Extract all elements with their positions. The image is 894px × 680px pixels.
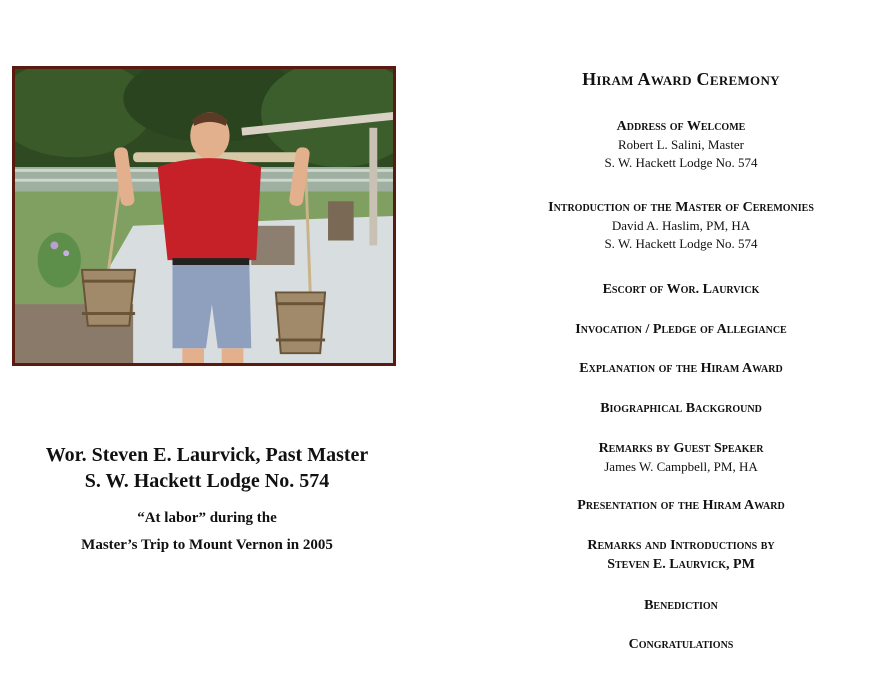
item-title: Introduction of the Master of Ceremonies — [548, 200, 814, 215]
program-item-explanation — [468, 359, 894, 378]
program-item-guest-speaker — [468, 439, 894, 476]
caption-name: Wor. Steven E. Laurvick, Past Master — [45, 444, 369, 466]
item-subline: David A. Haslim, PM, HA — [611, 218, 751, 233]
program-item-congratulations — [468, 635, 894, 654]
program-title: Hiram Award Ceremony — [582, 69, 780, 89]
program-item-welcome — [468, 117, 894, 172]
item-title: Remarks and Introductions by — [587, 538, 775, 553]
item-title: Remarks by Guest Speaker — [598, 441, 764, 456]
laurvick-photo — [12, 66, 396, 366]
program-item-escort — [468, 280, 894, 299]
item-title: Presentation of the Hiram Award — [577, 498, 785, 513]
program-item-introduction — [468, 198, 894, 253]
program-item-remarks — [468, 536, 894, 574]
program-item-invocation — [468, 320, 894, 339]
item-subline: James W. Campbell, PM, HA — [604, 459, 758, 474]
caption-note-line2: Master’s Trip to Mount Vernon in 2005 — [81, 537, 333, 553]
caption-note-line1: “At labor” during the — [137, 510, 277, 526]
item-subline: S. W. Hackett Lodge No. 574 — [604, 236, 758, 251]
item-title: Congratulations — [628, 637, 734, 652]
item-title: Address of Welcome — [616, 119, 746, 134]
program-item-benediction — [468, 596, 894, 615]
item-title: Invocation / Pledge of Allegiance — [575, 322, 787, 337]
program-item-biography — [468, 399, 894, 418]
photo-illustration — [15, 69, 393, 363]
item-title: Steven E. Laurvick, PM — [607, 557, 755, 572]
item-title: Biographical Background — [600, 401, 762, 416]
caption-lodge: S. W. Hackett Lodge No. 574 — [84, 470, 330, 492]
item-subline: Robert L. Salini, Master — [617, 137, 744, 152]
item-title: Benediction — [644, 598, 718, 613]
item-subline: S. W. Hackett Lodge No. 574 — [604, 155, 758, 170]
ceremony-program — [468, 0, 894, 680]
item-title: Escort of Wor. Laurvick — [602, 282, 760, 297]
program-item-presentation — [468, 496, 894, 515]
item-title: Explanation of the Hiram Award — [579, 361, 783, 376]
